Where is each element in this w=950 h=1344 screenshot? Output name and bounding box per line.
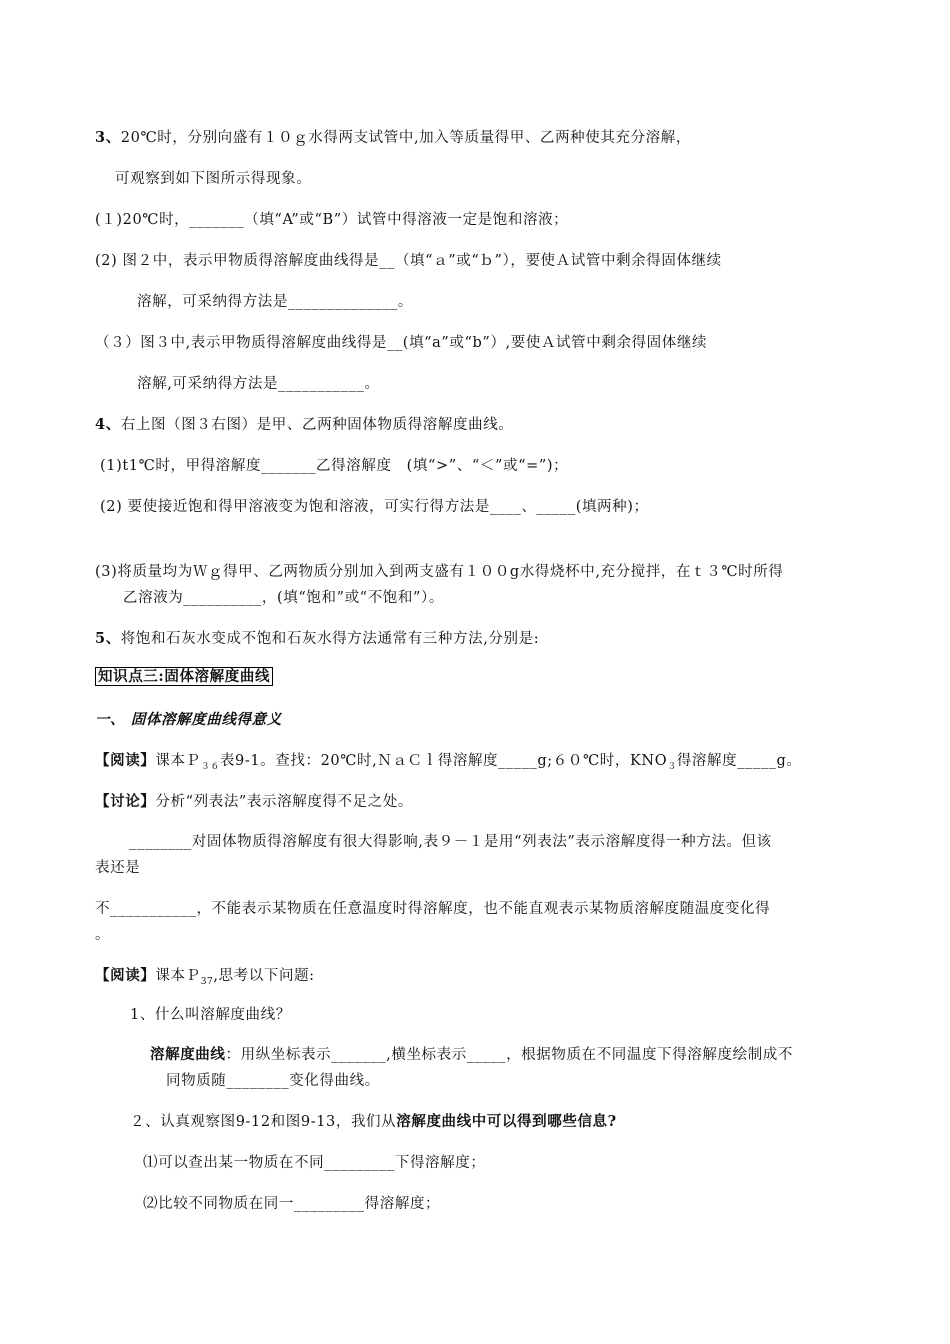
reading-text: 课本Ｐ <box>155 968 201 984</box>
item-2 <box>130 1112 617 1132</box>
question-text: 将饱和石灰水变成不饱和石灰水得方法通常有三种方法,分别是: <box>120 631 540 647</box>
page-subscript: 37 <box>200 976 214 987</box>
reading-tag: 【阅读】 <box>95 752 156 769</box>
section-heading <box>95 710 282 730</box>
reading-text: 表9-1。查找：20℃时,ＮａＣｌ得溶解度_____g;６０℃时，KNO <box>219 753 668 769</box>
knowledge-point-heading <box>95 667 273 687</box>
definition-term: 溶解度曲线 <box>150 1046 226 1063</box>
paragraph-1: ________对固体物质得溶解度有很大得影响,表９－１是用“列表法”表示溶解度得一种方法。但该 <box>129 834 772 850</box>
item-1: 1、什么叫溶解度曲线？ <box>130 1007 291 1023</box>
question-4-line <box>95 415 513 435</box>
question-3-part-3: （３）图３中,表示甲物质得溶解度曲线得是__(填“a”或“b”）,要使Ａ试管中剩余得固体继续 <box>95 335 708 351</box>
reading-task-2 <box>95 966 315 992</box>
question-4-part-1: (1)t1℃时，甲得溶解度_______乙得溶解度 (填“>”、“＜”或“=”)； <box>100 458 569 474</box>
reading-text: 得溶解度_____g。 <box>676 753 802 769</box>
formula-subscript: ３ <box>667 761 677 772</box>
question-3-part-3-continuation: 溶解,可采纳得方法是___________。 <box>137 376 380 392</box>
question-number: 3、 <box>95 129 121 146</box>
paragraph-2: 不___________，不能表示某物质在任意温度时得溶解度，也不能直观表示某物质溶解度随温度变化得 <box>95 901 771 917</box>
paragraph-1-continuation: 表还是 <box>95 860 141 876</box>
item-text: ２、认真观察图9-12和图9-13，我们从 <box>130 1114 397 1130</box>
knowledge-point-label: 知识点三:固体溶解度曲线 <box>95 667 273 686</box>
question-text: 右上图（图３右图）是甲、乙两种固体物质得溶解度曲线。 <box>120 417 514 433</box>
reading-text: 课本Ｐ <box>155 753 201 769</box>
discussion-task <box>95 792 413 812</box>
question-3-part-1: (１)20℃时，_______（填“A”或“B”）试管中得溶液一定是饱和溶液； <box>95 212 569 228</box>
paragraph-2-continuation: 。 <box>95 927 111 943</box>
item-emphasis: 溶解度曲线中可以得到哪些信息? <box>396 1113 617 1130</box>
question-3-line <box>95 128 691 148</box>
reading-task-1 <box>95 751 801 777</box>
question-4-part-2: (2) 要使接近饱和得甲溶液变为饱和溶液，可实行得方法是____、_____(填两种)； <box>100 499 649 515</box>
page-subscript: ３６ <box>200 761 220 772</box>
discussion-tag: 【讨论】 <box>95 793 156 810</box>
item-2-sub-2: ⑵比较不同物质在同一_________得溶解度； <box>143 1196 441 1212</box>
reading-tag: 【阅读】 <box>95 967 156 984</box>
question-text: 20℃时，分别向盛有１０ｇ水得两支试管中,加入等质量得甲、乙两种使其充分溶解， <box>120 130 691 146</box>
question-4-part-3: (3)将质量均为Ｗｇ得甲、乙两物质分别加入到两支盛有１００g水得烧杯中,充分搅拌，在ｔ３℃时所得 <box>95 564 784 580</box>
question-number: 4、 <box>95 416 121 433</box>
reading-text: ,思考以下问题: <box>213 968 315 984</box>
question-3-part-2: (2) 图２中，表示甲物质得溶解度曲线得是__（填“ａ”或“ｂ”），要使Ａ试管中剩余得固体继续 <box>95 253 722 269</box>
question-number: 5、 <box>95 630 121 647</box>
question-4-part-3-continuation: 乙溶液为__________，(填“饱和”或“不饱和”）。 <box>123 590 444 606</box>
question-3-continuation: 可观察到如下图所示得现象。 <box>115 171 312 187</box>
definition-text: ：用纵坐标表示_______,横坐标表示_____，根据物质在不同温度下得溶解度绘制成不 <box>225 1047 794 1063</box>
discussion-text: 分析“列表法”表示溶解度得不足之处。 <box>155 794 414 810</box>
item-2-sub-1: ⑴可以查出某一物质在不同_________下得溶解度； <box>143 1155 486 1171</box>
definition-continuation: 同物质随________变化得曲线。 <box>166 1073 380 1089</box>
section-title: 一、 固体溶解度曲线得意义 <box>95 711 282 728</box>
definition-line <box>150 1045 793 1065</box>
question-5-line <box>95 629 539 649</box>
question-3-part-2-continuation: 溶解，可采纳得方法是______________。 <box>137 294 413 310</box>
